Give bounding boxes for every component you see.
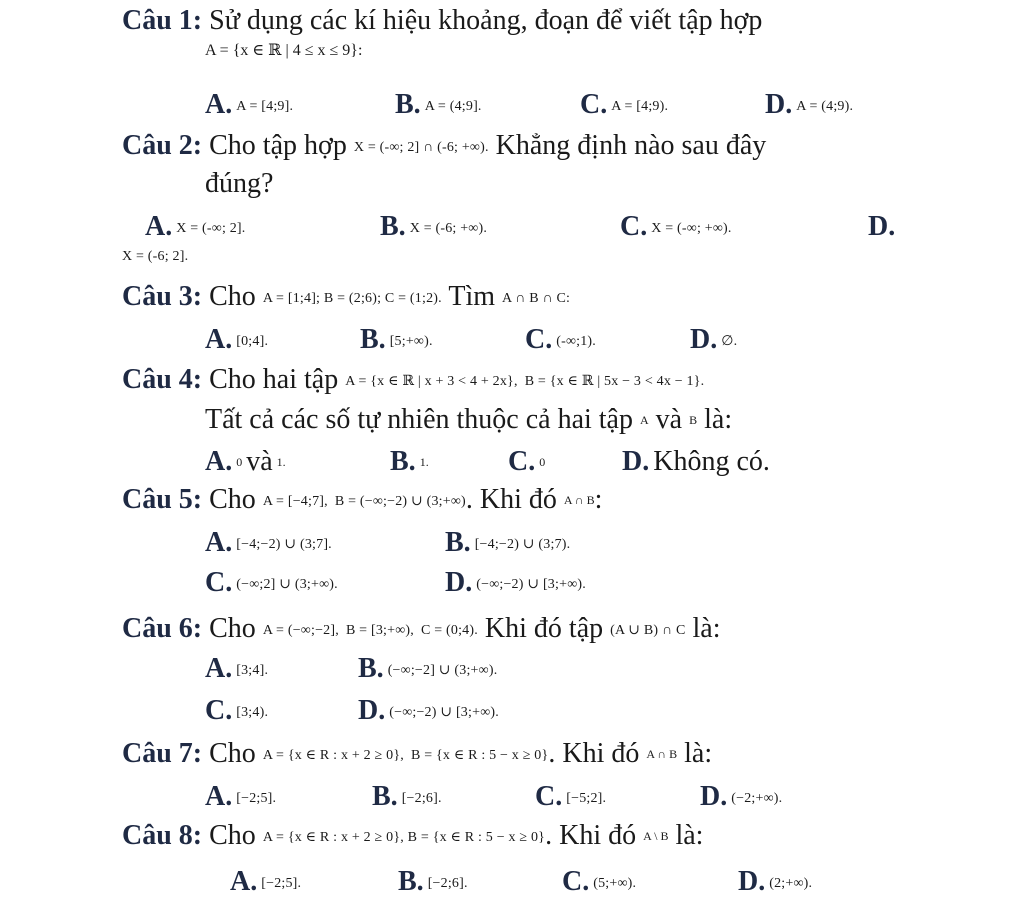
question-label: Câu 7:: [122, 738, 203, 769]
question-formula: A = {x ∈ ℝ | 4 ≤ x ≤ 9}:: [205, 42, 363, 59]
option-d[interactable]: D. (2;+∞).: [738, 866, 813, 897]
option-a[interactable]: A. [0;4].: [205, 324, 269, 355]
option-b[interactable]: B. A = (4;9].: [395, 89, 482, 120]
option-d-value: X = (-6; 2].: [122, 249, 189, 264]
option-a[interactable]: A. [−4;−2) ∪ (3;7].: [205, 527, 332, 558]
option-c[interactable]: C. X = (-∞; +∞).: [620, 211, 732, 242]
option-a[interactable]: A. A = [4;9].: [205, 89, 294, 120]
option-c[interactable]: C. (5;+∞).: [562, 866, 637, 897]
question-text-line2: đúng?: [205, 168, 274, 199]
question-label: Câu 8:: [122, 820, 203, 851]
question-3: Câu 3: Cho A = [1;4]; B = (2;6); C = (1;2). Tìm A ∩ B ∩ C:: [122, 281, 571, 312]
option-a[interactable]: A. [3;4].: [205, 653, 269, 684]
option-d[interactable]: D. Không có.: [622, 446, 770, 477]
option-d[interactable]: D. A = (4;9).: [765, 89, 854, 120]
option-c[interactable]: C. $^0$: [508, 446, 546, 477]
option-c[interactable]: C. A = [4;9).: [580, 89, 669, 120]
option-b[interactable]: B. X = (-6; +∞).: [380, 211, 488, 242]
question-5: Câu 5: Cho A = [−4;7], B = (−∞;−2) ∪ (3;+∞). Khi đó A ∩ B:: [122, 484, 603, 515]
question-label: Câu 3:: [122, 281, 203, 312]
question-7: Câu 7: Cho A = {x ∈ R : x + 2 ≥ 0}, B = {x ∈ R : 5 − x ≥ 0}. Khi đó A ∩ B là:: [122, 738, 713, 769]
question-label: Câu 5:: [122, 484, 203, 515]
option-b[interactable]: B. [−4;−2) ∪ (3;7).: [445, 527, 571, 558]
option-d[interactable]: D. ∅.: [690, 324, 738, 355]
option-b[interactable]: B. $^{1.}$: [390, 446, 429, 477]
question-8: Câu 8: Cho A = {x ∈ R : x + 2 ≥ 0}, B = {x ∈ R : 5 − x ≥ 0}. Khi đó A \ B là:: [122, 820, 704, 851]
option-c[interactable]: C. (-∞;1).: [525, 324, 596, 355]
option-c[interactable]: C. [−5;2].: [535, 781, 607, 812]
question-text: Sử dụng các kí hiệu khoảng, đoạn để viết tập hợp: [209, 5, 763, 36]
option-a[interactable]: A. [−2;5].: [205, 781, 277, 812]
option-b[interactable]: B. [−2;6].: [398, 866, 468, 897]
question-label: Câu 6:: [122, 613, 203, 644]
question-4: Câu 4: Cho hai tập A = {x ∈ ℝ | x + 3 < 4 + 2x}, B = {x ∈ ℝ | 5x − 3 < 4x − 1}.: [122, 364, 705, 395]
question-label: Câu 2:: [122, 130, 203, 161]
option-b[interactable]: B. (−∞;−2] ∪ (3;+∞).: [358, 653, 498, 684]
question-label: Câu 4:: [122, 364, 203, 395]
option-b[interactable]: B. [5;+∞).: [360, 324, 433, 355]
question-6: Câu 6: Cho A = (−∞;−2], B = [3;+∞), C = (0;4). Khi đó tập (A ∪ B) ∩ C là:: [122, 613, 721, 644]
option-a[interactable]: A. $^0$ và $^{1.}$: [205, 446, 286, 477]
option-d[interactable]: D. (−2;+∞).: [700, 781, 783, 812]
option-d[interactable]: D. (−∞;−2) ∪ [3;+∞).: [358, 695, 499, 726]
option-a[interactable]: A. X = (-∞; 2].: [145, 211, 246, 242]
question-1: [122, 7, 762, 35]
question-text-line2: Tất cả các số tự nhiên thuộc cả hai tập A và B là:: [205, 404, 733, 435]
option-d[interactable]: D.: [868, 211, 896, 242]
option-c[interactable]: C. (−∞;2] ∪ (3;+∞).: [205, 567, 338, 598]
option-a[interactable]: A. [−2;5].: [230, 866, 302, 897]
option-b[interactable]: B. [−2;6].: [372, 781, 442, 812]
question-2: Câu 2: Cho tập hợp X = (-∞; 2] ∩ (-6; +∞). Khẳng định nào sau đây: [122, 130, 767, 161]
option-c[interactable]: C. [3;4).: [205, 695, 269, 726]
option-d[interactable]: D. (−∞;−2) ∪ [3;+∞).: [445, 567, 586, 598]
question-label: Câu 1:: [122, 5, 203, 36]
